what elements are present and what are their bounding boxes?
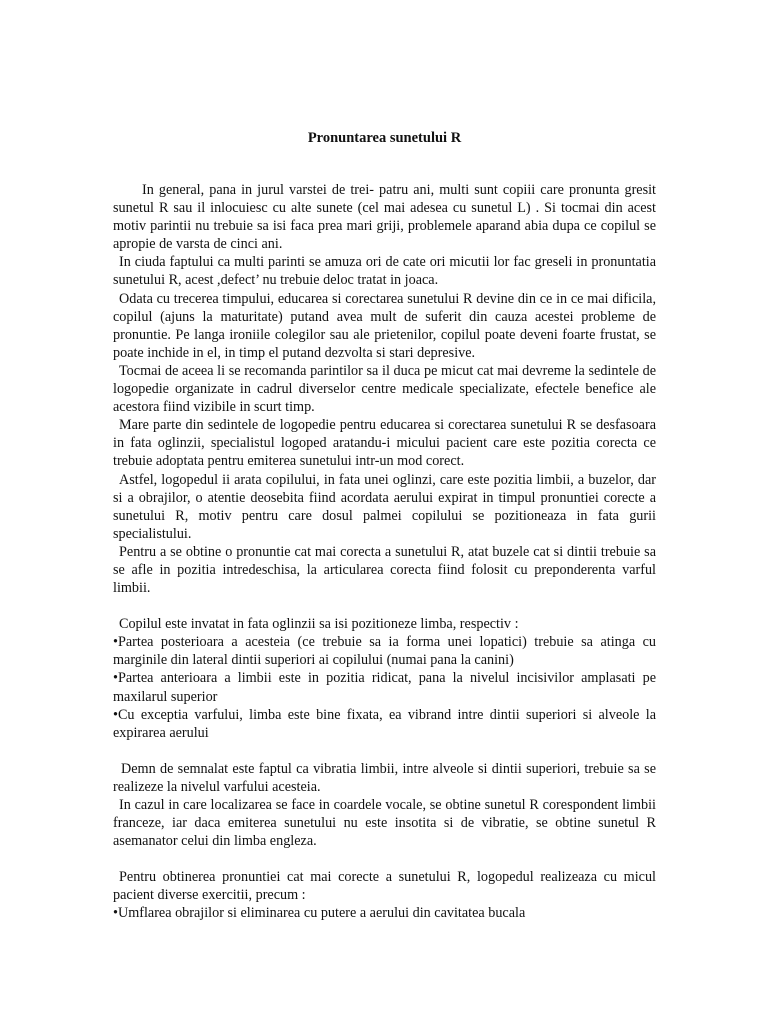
section3-paragraph-1: Demn de semnalat este faptul ca vibratia limbii, intre alveole si dintii superiori, trebuie sa se realizeze la nivelul varfului acesteia. xyxy=(113,760,656,795)
section3-paragraph-2: In cazul in care localizarea se face in coardele vocale, se obtine sunetul R corespondent limbii franceze, iar daca emiterea sunetului nu este insotita si de vibratie, se obtine sunetul R asemanator celui din limba engleza. xyxy=(113,797,656,850)
paragraph-1: In general, pana in jurul varstei de trei- patru ani, multi sunt copiii care pronunta gresit sunetul R sau il inlocuiesc cu alte sunete (cel mai adesea cu sunetul L) . Si tocmai din acest motiv parintii nu trebuie sa isi faca prea mari griji, problemele aparand abia dupa ce copilul se apropie de varsta de cinci ani. xyxy=(113,182,656,253)
spacer xyxy=(113,742,656,760)
paragraph-2: In ciuda faptului ca multi parinti se amuza ori de cate ori micutii lor fac greseli in pronuntatia sunetului R, acest ,defect’ nu trebuie deloc tratat in joaca. xyxy=(113,254,656,289)
paragraph-6: Astfel, logopedul ii arata copilului, in fata unei oglinzi, care este pozitia limbii, a buzelor, dar si a obrajilor, o atentie deosebita fiind acordata aerului expirat in timpul pronuntiei corecte a sunetului R, motiv pentru care dosul palmei copilului se pozitioneaza in fata gurii specialistului. xyxy=(113,471,656,542)
bullet-item: •Partea posterioara a acesteia (ce trebuie sa ia forma unei lopatici) trebuie sa atinga cu marginile din lateral dintii superiori ai copilului (numai pana la canini) xyxy=(113,634,656,669)
section2-intro: Copilul este invatat in fata oglinzii sa isi pozitioneze limba, respectiv : xyxy=(119,616,519,633)
document-body xyxy=(113,181,656,923)
bullet-item: •Partea anterioara a limbii este in pozitia ridicat, pana la nivelul incisivilor amplasati pe maxilarul superior xyxy=(113,670,656,705)
paragraph-5: Mare parte din sedintele de logopedie pentru educarea si corectarea sunetului R se desfasoara in fata oglinzii, specialistul logoped aratandu-i micului pacient care este pozitia corecta ce trebuie adoptata pentru emiterea sunetului intr-un mod corect. xyxy=(113,417,656,470)
spacer xyxy=(113,597,656,615)
paragraph-4: Tocmai de aceea li se recomanda parintilor sa il duca pe micut cat mai devreme la sedintele de logopedie organizate in cadrul diverselor centre medicale specializate, efectele benefice ale acestora fiind vizibile in scurt timp. xyxy=(113,362,656,416)
paragraph-7: Pentru a se obtine o pronuntie cat mai corecta a sunetului R, atat buzele cat si dintii trebuie sa se afle in pozitia intredeschisa, la articularea corecta fiind folosit cu preponderenta varful limbii. xyxy=(113,543,656,597)
document-title: Pronuntarea sunetului R xyxy=(307,130,462,146)
bullet-item: •Cu exceptia varfului, limba este bine fixata, ea vibrand intre dintii superiori si alveole la expirarea aerului xyxy=(113,706,656,741)
spacer xyxy=(113,850,656,868)
section4-intro: Pentru obtinerea pronuntiei cat mai corecte a sunetului R, logopedul realizeaza cu micul pacient diverse exercitii, precum : xyxy=(113,869,656,904)
paragraph-3: Odata cu trecerea timpului, educarea si corectarea sunetului R devine din ce in ce mai dificila, copilul (ajuns la maturitate) putand avea mult de suferit din cauza acestei probleme de pronuntie. Pe langa ironiile colegilor sau ale prietenilor, copilul poate deveni foarte frustat, se poate inchide in el, in timp el putand dezvolta si stari depresive. xyxy=(113,290,656,361)
bullet-item: •Umflarea obrajilor si eliminarea cu putere a aerului din cavitatea bucala xyxy=(113,905,526,922)
